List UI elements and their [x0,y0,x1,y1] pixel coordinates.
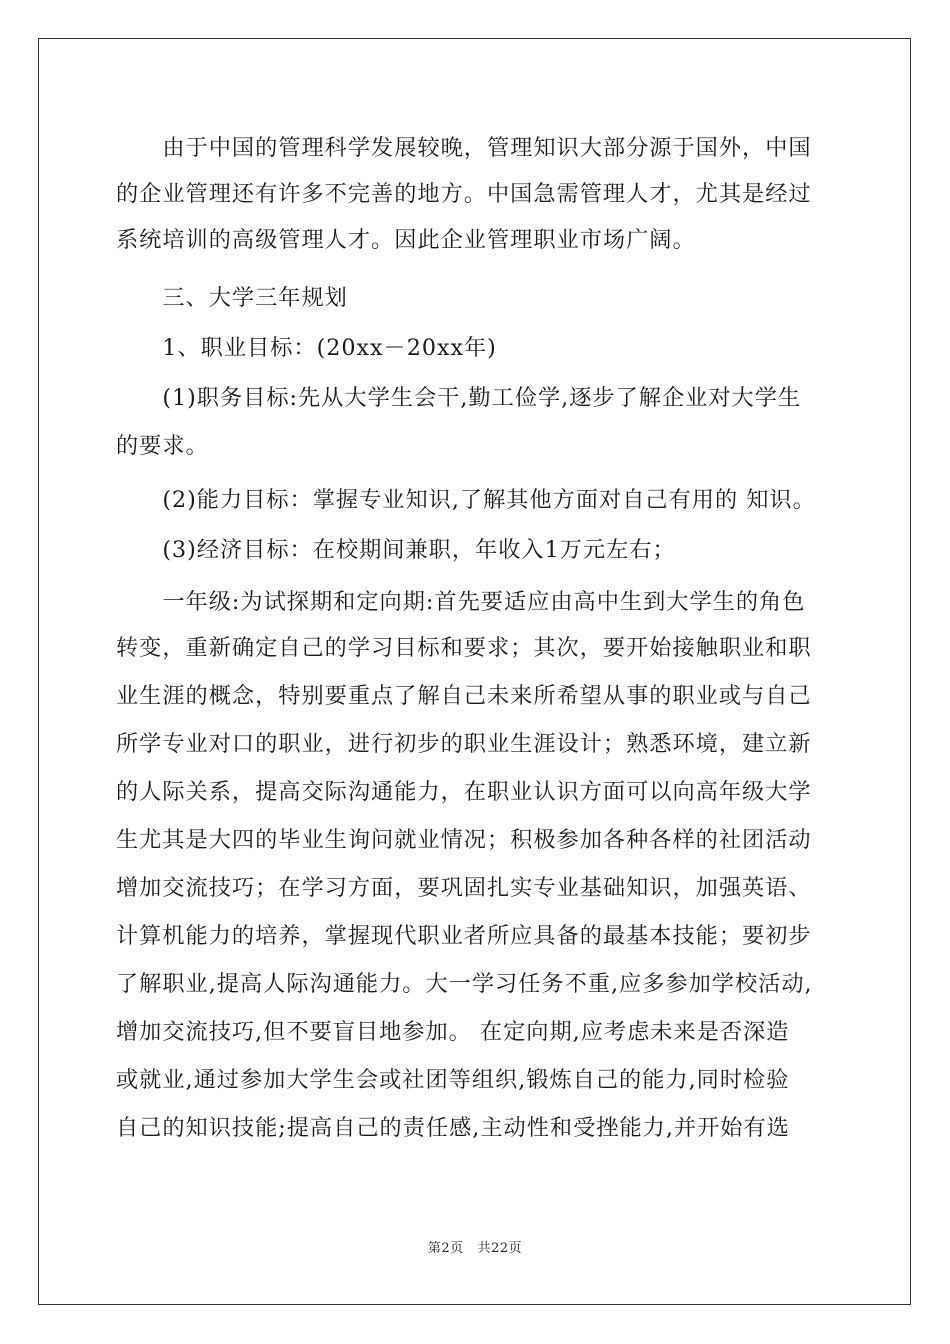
text-line: 生尤其是大四的毕业生询问就业情况；积极参加各种各样的社团活动 [116,827,812,853]
text-line: 的要求。 [116,433,209,459]
text-line: (3)经济目标：在校期间兼职，年收入1万元左右； [116,537,676,563]
section-heading: 三、大学三年规划 [116,285,348,311]
text-line: 计算机能力的培养，掌握现代职业者所应具备的最基本技能；要初步 [116,923,812,949]
text-line: 或就业,通过参加大学生会或社团等组织,锻炼自己的能力,同时检验 [116,1067,790,1093]
page-number-current: 第2页 [427,1241,464,1256]
text-line: 自己的知识技能;提高自己的责任感,主动性和受挫能力,并开始有选 [116,1115,790,1141]
text-line: 了解职业,提高人际沟通能力。大一学习任务不重,应多参加学校活动, [116,971,813,997]
text-line: 由于中国的管理科学发展较晚，管理知识大部分源于国外，中国 [116,135,812,161]
text-line: (2)能力目标：掌握专业知识,了解其他方面对自己有用的 知识。 [116,487,816,513]
page-number-total: 共22页 [477,1241,523,1256]
text-line: 的人际关系，提高交际沟通能力，在职业认识方面可以向高年级大学 [116,779,812,805]
text-line: 业生涯的概念，特别要重点了解自己未来所希望从事的职业或与自己 [116,683,812,709]
text-line: 1、职业目标：(20xx－20xx年) [116,335,497,361]
page-footer [0,1237,950,1256]
text-line: 增加交流技巧；在学习方面，要巩固扎实专业基础知识，加强英语、 [116,875,812,901]
text-line: 增加交流技巧,但不要盲目地参加。 在定向期,应考虑未来是否深造 [116,1019,790,1045]
text-line: 一年级:为试探期和定向期:首先要适应由高中生到大学生的角色 [116,589,806,615]
text-line: (1)职务目标:先从大学生会干,勤工俭学,逐步了解企业对大学生 [116,385,802,411]
text-line: 系统培训的高级管理人才。因此企业管理职业市场广阔。 [116,227,696,253]
text-line: 转变，重新确定自己的学习目标和要求；其次，要开始接触职业和职 [116,635,812,661]
text-line: 的企业管理还有许多不完善的地方。中国急需管理人才，尤其是经过 [116,181,812,207]
text-line: 所学专业对口的职业，进行初步的职业生涯设计；熟悉环境，建立新 [116,731,812,757]
